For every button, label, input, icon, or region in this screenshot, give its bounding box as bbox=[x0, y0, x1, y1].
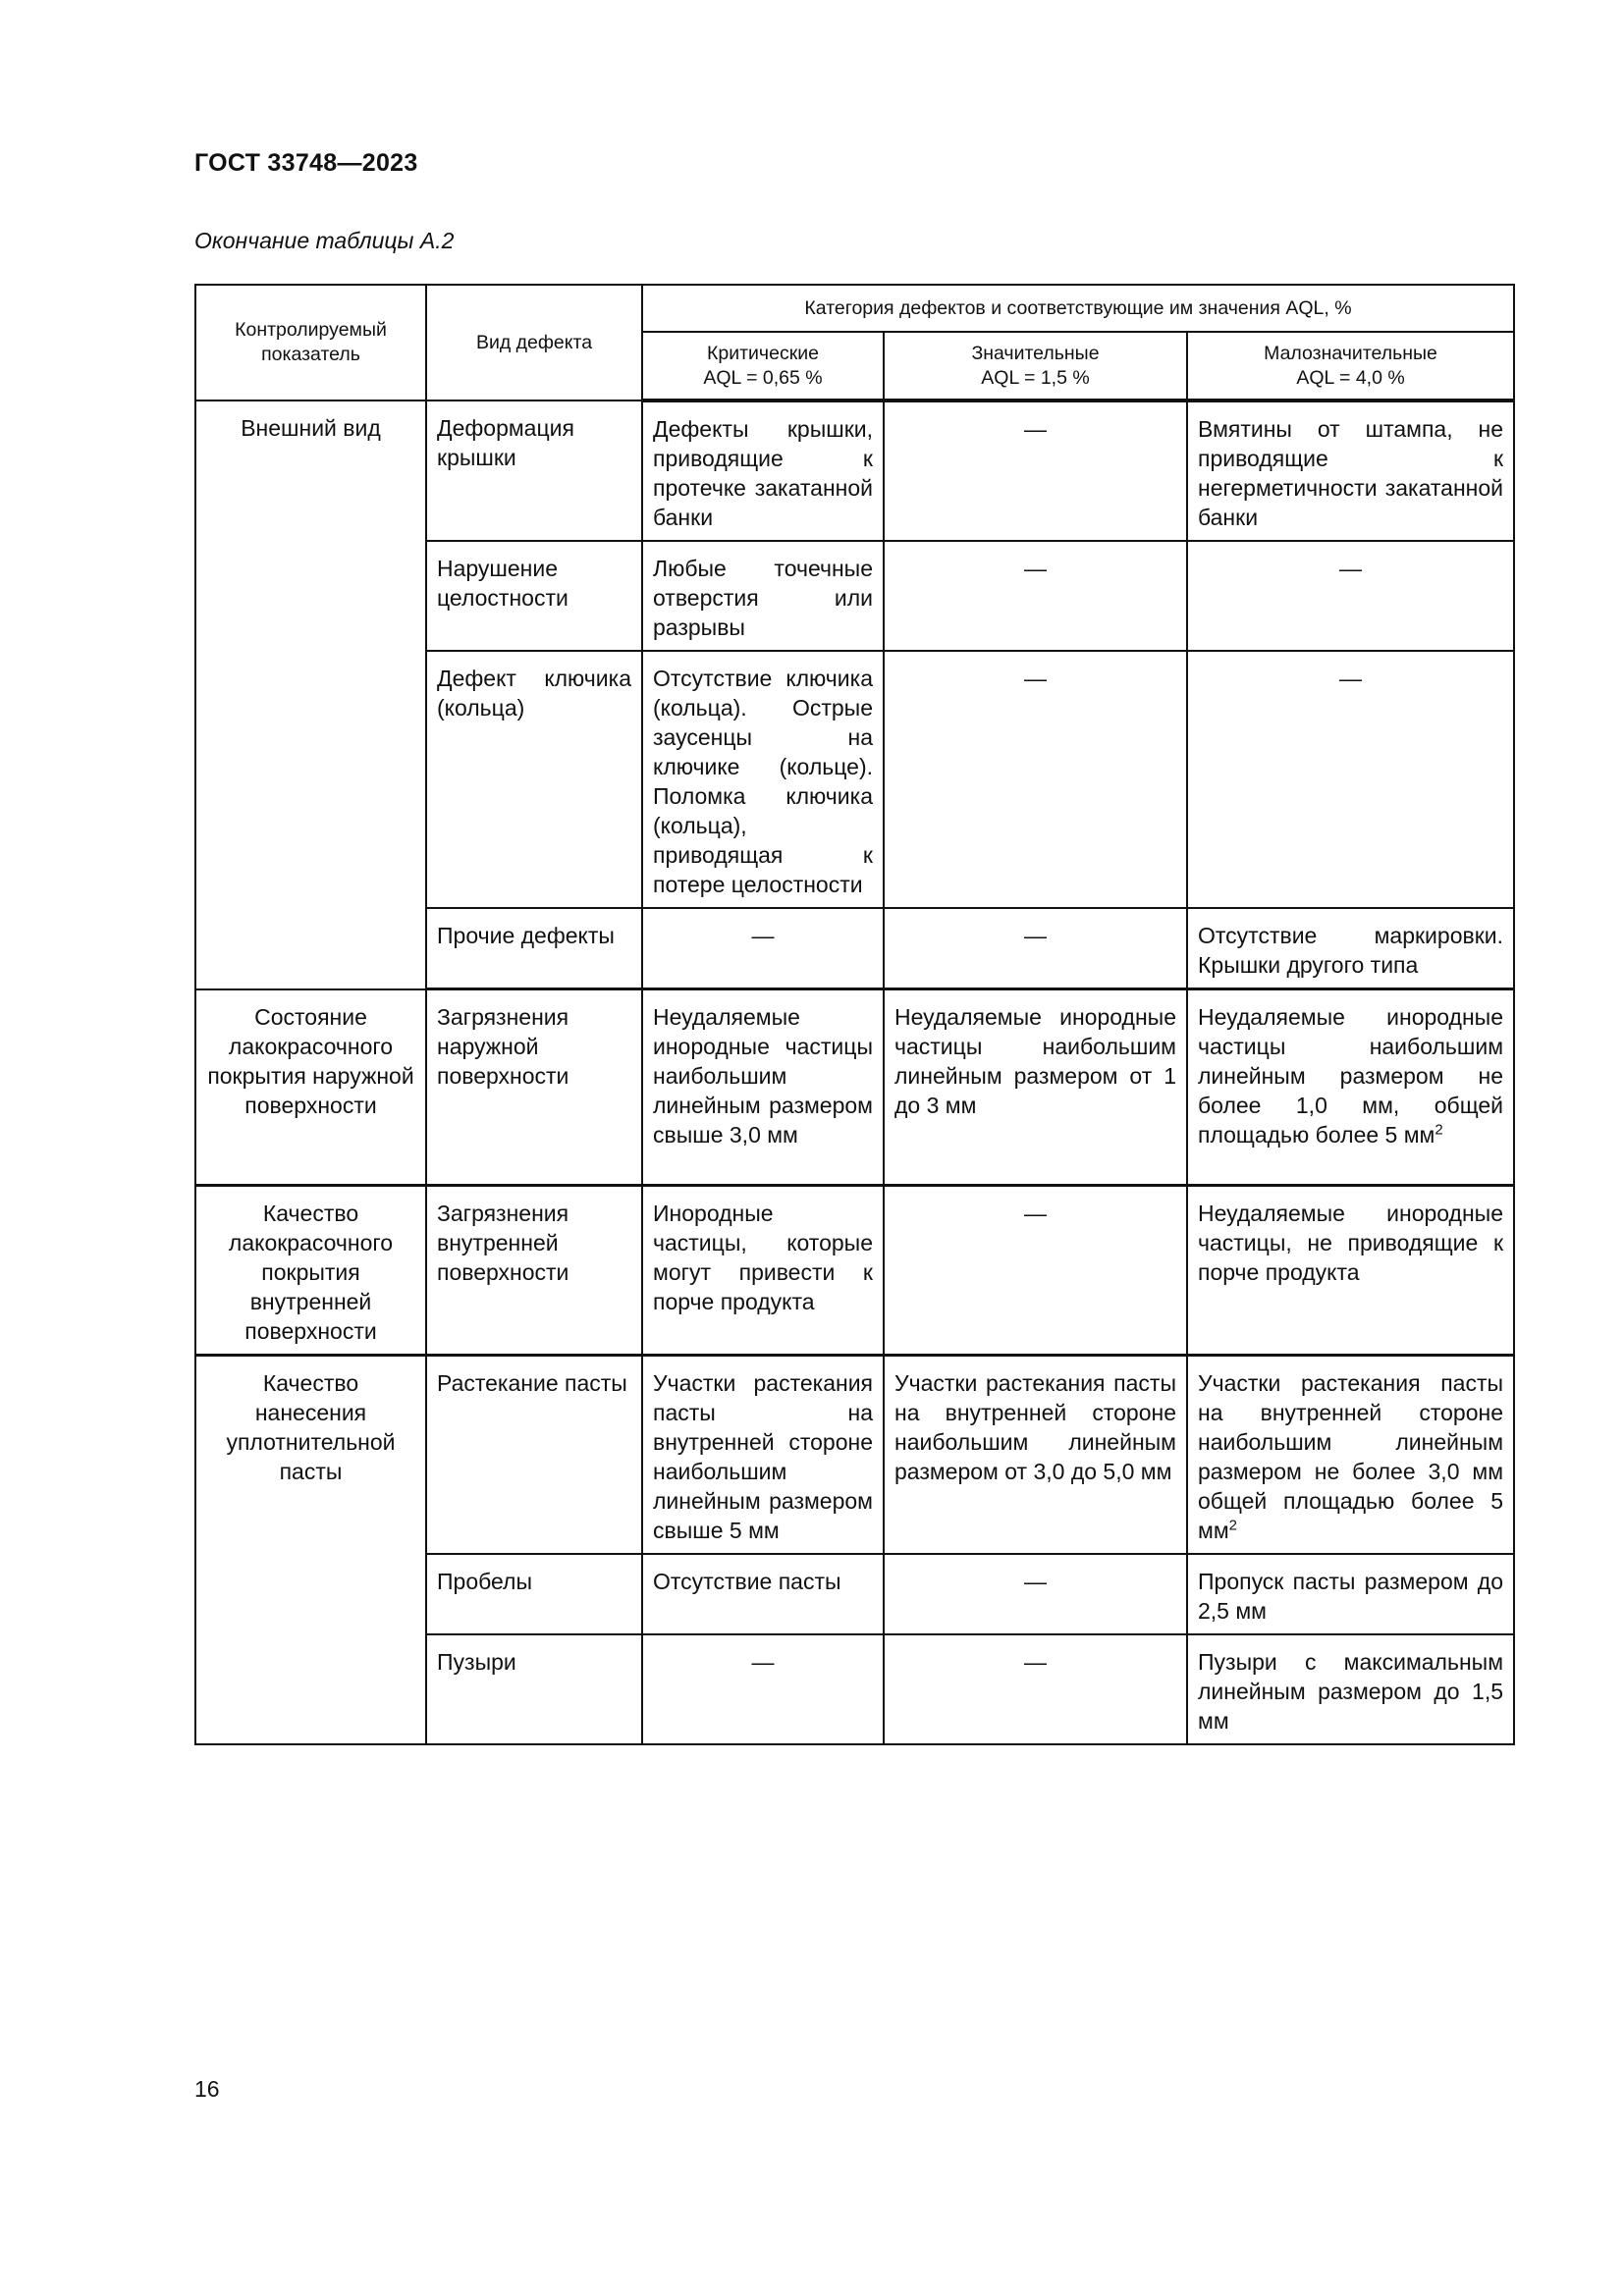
minor-cell-text: Участки растекания пасты на внутренней стороне наибольшим линейным размером не более 3,0 мм общей площадью более 5 мм bbox=[1198, 1370, 1504, 1543]
header-critical-aql: AQL = 0,65 % bbox=[703, 366, 823, 389]
minor-cell: Неудаляемые инородные частицы, не приводящие к порче продукта bbox=[1187, 1186, 1514, 1356]
critical-cell: Отсутствие пасты bbox=[642, 1554, 884, 1634]
major-cell: — bbox=[884, 908, 1187, 989]
major-cell: Неудаляемые инородные частицы наибольшим линейным размером от 1 до 3 мм bbox=[884, 989, 1187, 1186]
critical-cell: Дефекты крышки, приводящие к протечке закатанной банки bbox=[642, 400, 884, 541]
table-row bbox=[195, 400, 1514, 541]
critical-cell: Неудаляемые инородные частицы наибольшим линейным размером свыше 3,0 мм bbox=[642, 989, 884, 1186]
critical-cell: Инородные частицы, которые могут привести к порче продукта bbox=[642, 1186, 884, 1356]
header-major-aql: AQL = 1,5 % bbox=[981, 366, 1090, 389]
minor-cell: — bbox=[1187, 651, 1514, 908]
defects-table bbox=[194, 284, 1515, 1745]
header-minor-name: Малозначительные bbox=[1264, 342, 1437, 364]
table-row bbox=[195, 1186, 1514, 1356]
defect-cell: Загрязнения наружной поверхности bbox=[426, 989, 642, 1186]
superscript: 2 bbox=[1228, 1517, 1237, 1534]
document-header: ГОСТ 33748—2023 bbox=[194, 149, 418, 177]
table-row bbox=[195, 989, 1514, 1186]
indicator-cell: Качество лакокрасочного покрытия внутренней поверхности bbox=[195, 1186, 426, 1356]
header-minor-aql: AQL = 4,0 % bbox=[1296, 366, 1405, 389]
major-cell: Участки растекания пасты на внутренней стороне наибольшим линейным размером от 3,0 до 5,0 мм bbox=[884, 1356, 1187, 1555]
minor-cell bbox=[1187, 1356, 1514, 1555]
header-major-name: Значительные bbox=[971, 342, 1100, 364]
critical-cell: Отсутствие ключика (кольца). Острые заусенцы на ключике (кольце). Поломка ключика (кольца), приводящая к потере целостности bbox=[642, 651, 884, 908]
minor-cell: Вмятины от штампа, не приводящие к негерметичности закатанной банки bbox=[1187, 400, 1514, 541]
header-minor bbox=[1187, 332, 1514, 400]
defect-cell: Деформация крышки bbox=[426, 400, 642, 541]
critical-cell: — bbox=[642, 1634, 884, 1744]
major-cell: — bbox=[884, 1634, 1187, 1744]
defect-cell: Загрязнения внутренней поверхности bbox=[426, 1186, 642, 1356]
table-row bbox=[195, 1356, 1514, 1555]
table-caption: Окончание таблицы А.2 bbox=[194, 228, 455, 253]
major-cell: — bbox=[884, 651, 1187, 908]
defect-cell: Пузыри bbox=[426, 1634, 642, 1744]
header-major bbox=[884, 332, 1187, 400]
major-cell: — bbox=[884, 400, 1187, 541]
defect-cell: Нарушение целостности bbox=[426, 541, 642, 651]
major-cell: — bbox=[884, 1554, 1187, 1634]
minor-cell: Пузыри с максимальным линейным размером до 1,5 мм bbox=[1187, 1634, 1514, 1744]
defect-cell: Прочие дефекты bbox=[426, 908, 642, 989]
minor-cell: — bbox=[1187, 541, 1514, 651]
minor-cell-text: Неудаляемые инородные частицы наибольшим линейным размером не более 1,0 мм, общей площадью более 5 мм bbox=[1198, 1004, 1504, 1148]
major-cell: — bbox=[884, 1186, 1187, 1356]
indicator-cell: Состояние лакокрасочного покрытия наружной поверхности bbox=[195, 989, 426, 1186]
defect-cell: Растекание пасты bbox=[426, 1356, 642, 1555]
minor-cell: Пропуск пасты размером до 2,5 мм bbox=[1187, 1554, 1514, 1634]
header-category: Категория дефектов и соответствующие им значения AQL, % bbox=[642, 285, 1514, 332]
header-defect-type: Вид дефекта bbox=[426, 285, 642, 400]
indicator-cell: Внешний вид bbox=[195, 400, 426, 989]
defect-cell: Дефект ключика (кольца) bbox=[426, 651, 642, 908]
critical-cell: — bbox=[642, 908, 884, 989]
indicator-cell: Качество нанесения уплотнительной пасты bbox=[195, 1356, 426, 1745]
minor-cell: Отсутствие маркировки. Крышки другого типа bbox=[1187, 908, 1514, 989]
critical-cell: Участки растекания пасты на внутренней стороне наибольшим линейным размером свыше 5 мм bbox=[642, 1356, 884, 1555]
defect-cell: Пробелы bbox=[426, 1554, 642, 1634]
major-cell: — bbox=[884, 541, 1187, 651]
header-critical bbox=[642, 332, 884, 400]
minor-cell bbox=[1187, 989, 1514, 1186]
header-critical-name: Критические bbox=[707, 342, 819, 364]
critical-cell: Любые точечные отверстия или разрывы bbox=[642, 541, 884, 651]
header-indicator: Контролируемый показатель bbox=[195, 285, 426, 400]
page-number: 16 bbox=[194, 2076, 220, 2102]
superscript: 2 bbox=[1435, 1121, 1443, 1139]
